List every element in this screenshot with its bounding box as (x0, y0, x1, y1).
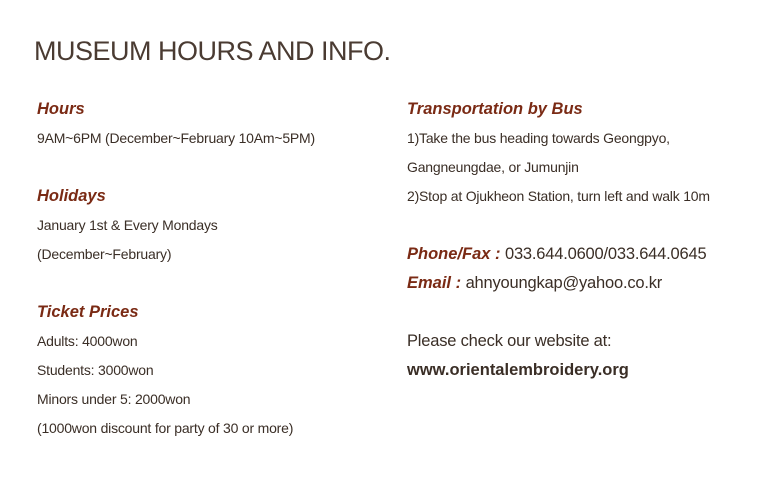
phone-fax-label: Phone/Fax : (407, 245, 501, 263)
right-column (407, 95, 767, 385)
hours-heading: Hours (37, 100, 85, 118)
hours-line: 9AM~6PM (December~February 10Am~5PM) (37, 130, 315, 146)
email-label: Email : (407, 274, 462, 292)
page-title: MUSEUM HOURS AND INFO. (34, 36, 391, 66)
left-column (37, 95, 377, 443)
website-note: Please check our website at: (407, 332, 612, 350)
holidays-line: January 1st & Every Mondays (37, 217, 218, 233)
spacer (407, 211, 767, 240)
ticket-price-line: (1000won discount for party of 30 or more) (37, 420, 294, 436)
holidays-heading: Holidays (37, 187, 106, 205)
ticket-price-line: Minors under 5: 2000won (37, 391, 191, 407)
spacer (37, 153, 377, 182)
ticket-prices-heading: Ticket Prices (37, 303, 139, 321)
ticket-price-line: Students: 3000won (37, 362, 154, 378)
spacer (407, 298, 767, 327)
phone-fax-value: 033.644.0600/033.644.0645 (504, 245, 707, 263)
ticket-price-line: Adults: 4000won (37, 333, 138, 349)
transportation-heading: Transportation by Bus (407, 100, 583, 118)
transportation-line: 2)Stop at Ojukheon Station, turn left and walk 10m (407, 188, 710, 204)
website-link[interactable]: www.orientalembroidery.org (407, 361, 629, 379)
email-value[interactable]: ahnyoungkap@yahoo.co.kr (465, 274, 663, 292)
transportation-line: 1)Take the bus heading towards Geongpyo, (407, 130, 670, 146)
phone-fax-row (407, 240, 767, 269)
email-row (407, 269, 767, 298)
transportation-line: Gangneungdae, or Jumunjin (407, 159, 579, 175)
holidays-line: (December~February) (37, 246, 172, 262)
spacer (37, 269, 377, 298)
